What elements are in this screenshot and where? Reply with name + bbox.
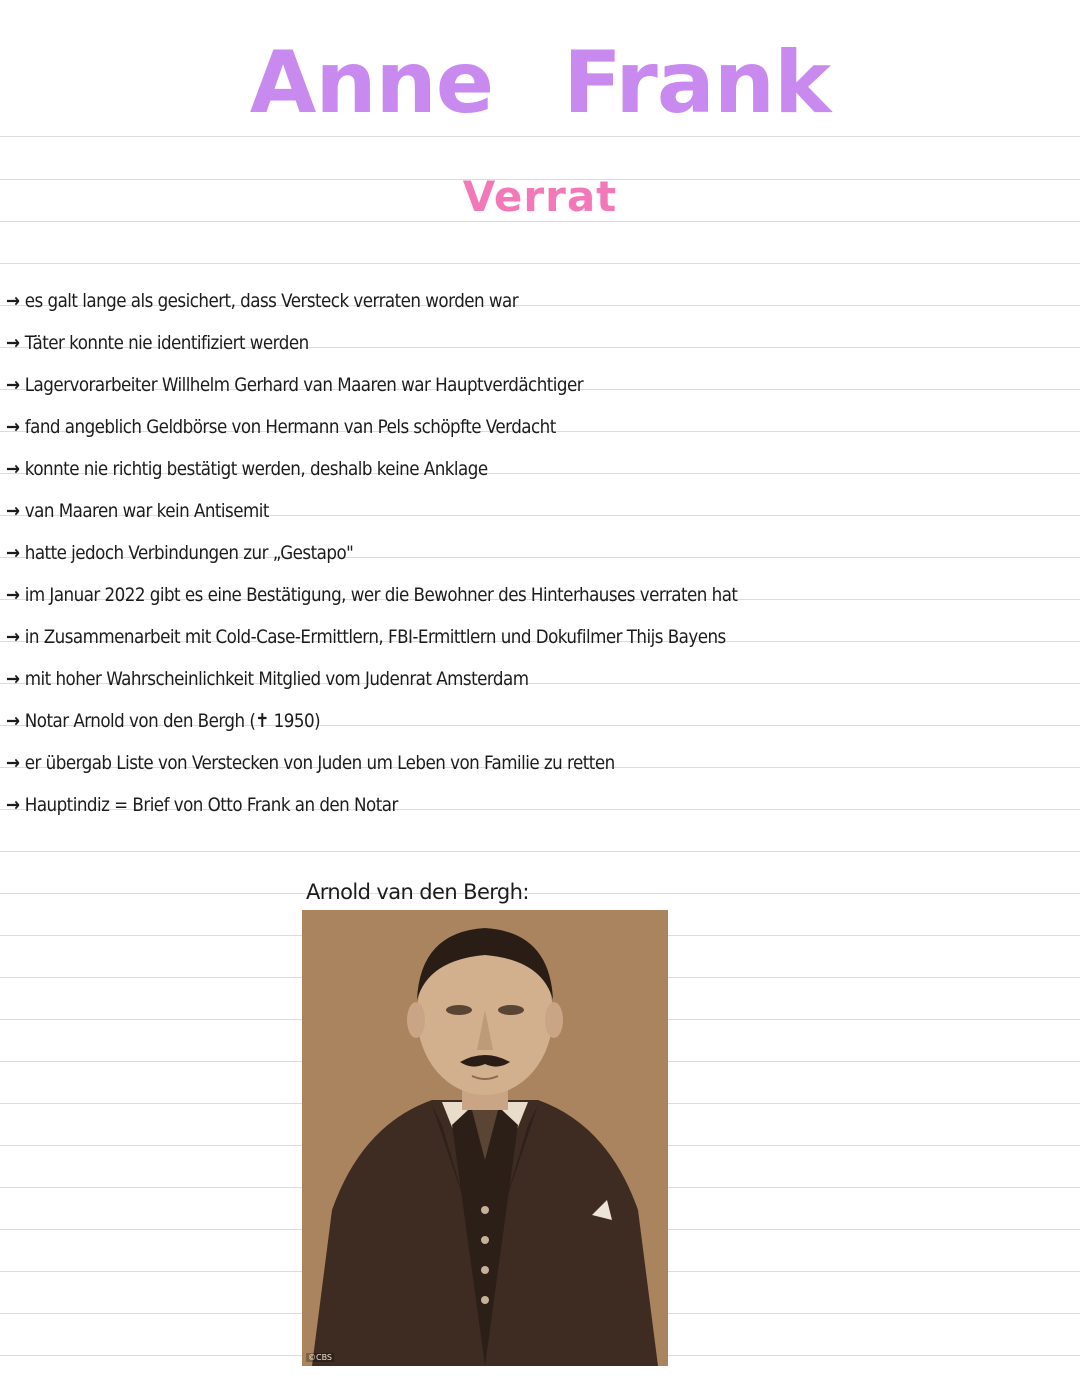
note-item [6, 406, 737, 448]
note-item [6, 322, 737, 364]
note-text: fand angeblich Geldbörse von Hermann van Pels schöpfte Verdacht [24, 416, 556, 438]
title-first-name: Anne [249, 33, 494, 133]
note-item [6, 700, 737, 742]
title-last-name: Frank [563, 33, 831, 133]
ruled-line [0, 893, 1080, 894]
arrow-right-icon: → [6, 584, 20, 606]
page-title [0, 33, 1080, 133]
arrow-right-icon: → [6, 542, 20, 564]
vest-button [481, 1206, 489, 1214]
portrait-photo [302, 910, 668, 1366]
eye [498, 1005, 524, 1015]
note-text: Täter konnte nie identifiziert werden [24, 332, 309, 354]
arrow-right-icon: → [6, 416, 20, 438]
arrow-right-icon: → [6, 752, 20, 774]
note-text: konnte nie richtig bestätigt werden, deshalb keine Anklage [24, 458, 488, 480]
photo-caption: Arnold van den Bergh: [306, 880, 529, 904]
arrow-right-icon: → [6, 500, 20, 522]
note-text: er übergab Liste von Verstecken von Juden um Leben von Familie zu retten [24, 752, 615, 774]
eye [446, 1005, 472, 1015]
vest-button [481, 1266, 489, 1274]
note-item [6, 532, 737, 574]
note-text: es galt lange als gesichert, dass Versteck verraten worden war [24, 290, 519, 312]
notes-list [6, 280, 837, 826]
page-subtitle: Verrat [462, 172, 618, 221]
arrow-right-icon: → [6, 668, 20, 690]
arrow-right-icon: → [6, 374, 20, 396]
note-item [6, 364, 737, 406]
vest-button [481, 1296, 489, 1304]
note-item [6, 658, 737, 700]
ruled-line [0, 263, 1080, 264]
arrow-right-icon: → [6, 332, 20, 354]
note-item [6, 448, 737, 490]
arrow-right-icon: → [6, 626, 20, 648]
note-item [6, 742, 737, 784]
note-text: mit hoher Wahrscheinlichkeit Mitglied vom Judenrat Amsterdam [24, 668, 529, 690]
arrow-right-icon: → [6, 710, 20, 732]
arrow-right-icon: → [6, 290, 20, 312]
note-item [6, 784, 737, 826]
note-item [6, 574, 737, 616]
arrow-right-icon: → [6, 458, 20, 480]
note-text: in Zusammenarbeit mit Cold-Case-Ermittlern, FBI-Ermittlern und Dokufilmer Thijs Bayens [24, 626, 726, 648]
ruled-line [0, 851, 1080, 852]
note-text: hatte jedoch Verbindungen zur „Gestapo" [24, 542, 354, 564]
note-item [6, 280, 737, 322]
note-text: im Januar 2022 gibt es eine Bestätigung, wer die Bewohner des Hinterhauses verraten hat [24, 584, 738, 606]
ruled-line [0, 136, 1080, 137]
note-item [6, 490, 737, 532]
ear [545, 1002, 563, 1038]
note-text: Lagervorarbeiter Willhelm Gerhard van Maaren war Hauptverdächtiger [24, 374, 584, 396]
photo-credit: ©CBS [308, 1353, 333, 1362]
note-item [6, 616, 737, 658]
vest-button [481, 1236, 489, 1244]
ear [407, 1002, 425, 1038]
note-text: Notar Arnold von den Bergh (✝ 1950) [24, 710, 321, 732]
ruled-line [0, 221, 1080, 222]
note-text: van Maaren war kein Antisemit [24, 500, 269, 522]
note-text: Hauptindiz = Brief von Otto Frank an den Notar [24, 794, 398, 816]
portrait-illustration [302, 910, 668, 1366]
arrow-right-icon: → [6, 794, 20, 816]
